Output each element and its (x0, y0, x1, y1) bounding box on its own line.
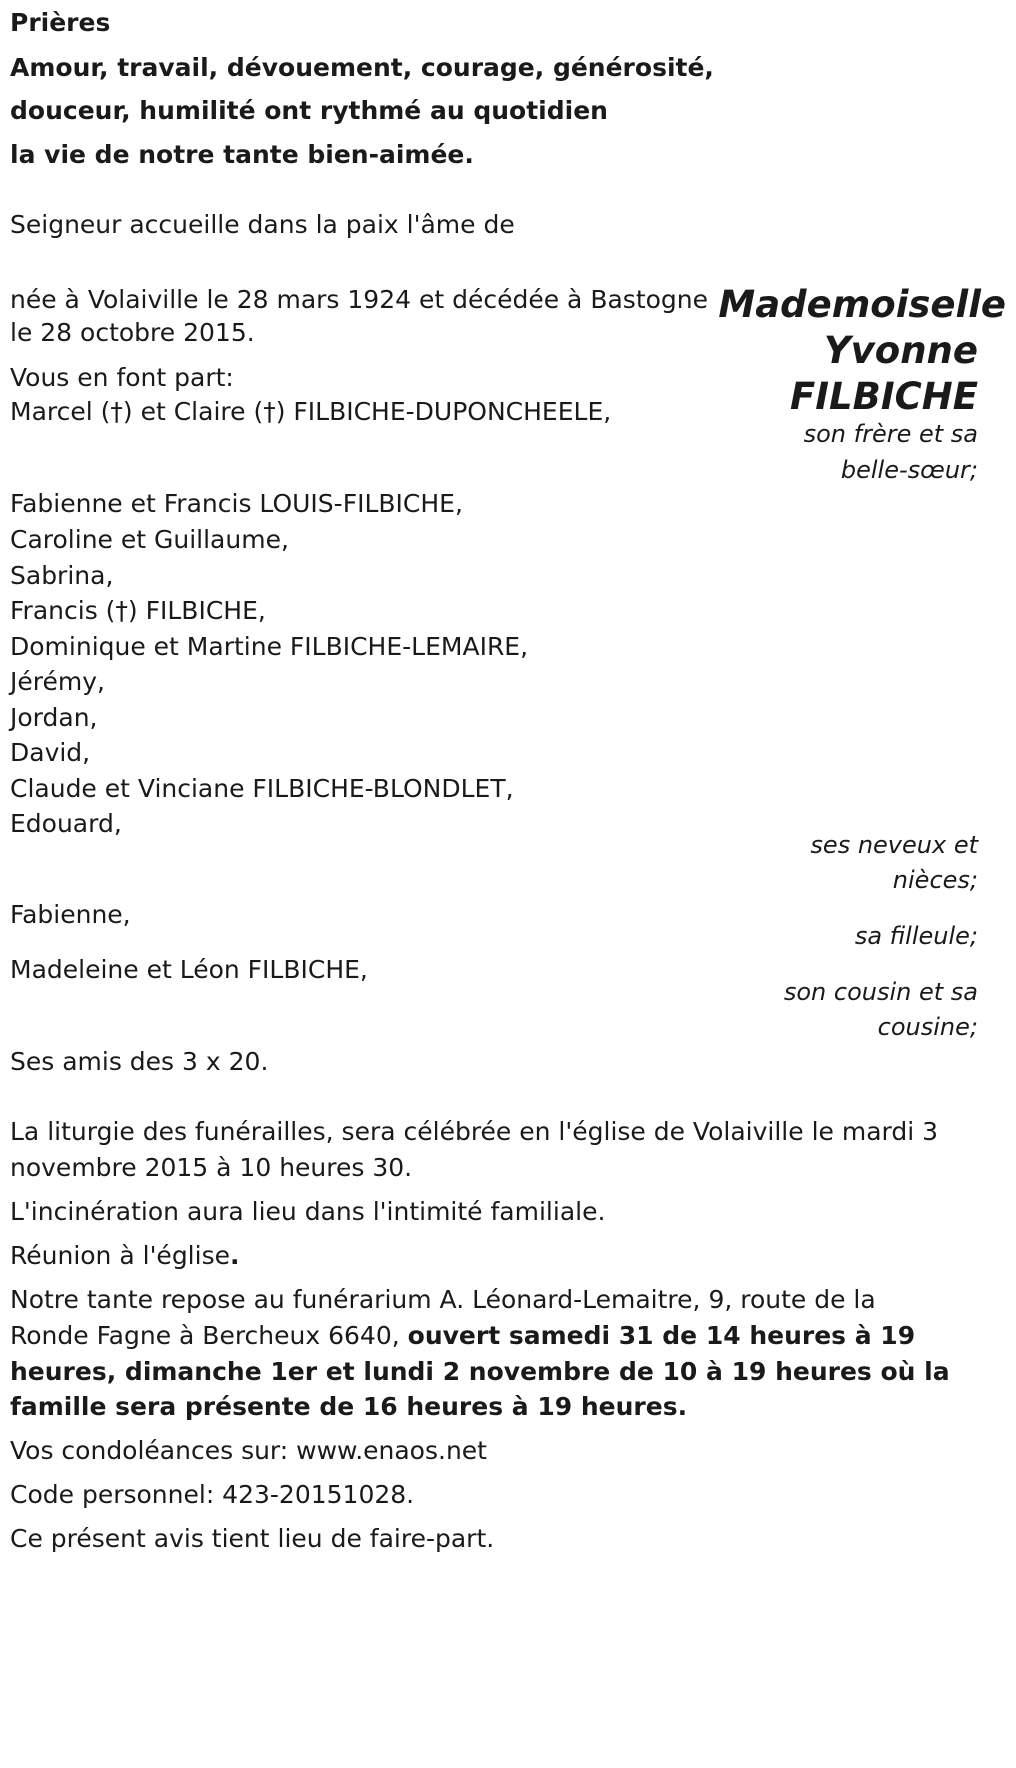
deceased-title: Mademoiselle (718, 283, 1006, 326)
nephew-item-8: David, (10, 738, 91, 767)
rest-line-2-bold: ouvert samedi 31 de 14 heures à 19 (407, 1321, 916, 1350)
nephew-item-7: Jordan, (10, 703, 98, 732)
siblings-relation-1: son frère et sa (803, 420, 978, 448)
nephew-item-2: Caroline et Guillaume, (10, 525, 289, 554)
rest-line-3: heures, dimanche 1er et lundi 2 novembre de 10 à 19 heures où la (10, 1357, 950, 1386)
prayer-line-1: Amour, travail, dévouement, courage, générosité, (10, 53, 714, 82)
meeting-text (10, 1236, 239, 1276)
rest-line-2 (10, 1316, 915, 1356)
nephew-item-1: Fabienne et Francis LOUIS-FILBICHE, (10, 489, 463, 518)
birth-death-line-1: née à Volaiville le 28 mars 1924 et décédée à Bastogne (10, 285, 709, 314)
nephew-item-5: Dominique et Martine FILBICHE-LEMAIRE, (10, 632, 529, 661)
nephews-relation-1: ses neveux et (810, 831, 978, 859)
meeting-period: . (229, 1241, 240, 1270)
siblings-relation-2: belle-sœur; (840, 456, 978, 484)
prayers-title: Prières (10, 8, 111, 37)
goddaughter-relation: sa filleule; (854, 922, 978, 950)
nephew-item-3: Sabrina, (10, 561, 114, 590)
cousins-relation-1: son cousin et sa (783, 978, 978, 1006)
rest-line-4: famille sera présente de 16 heures à 19 heures. (10, 1392, 688, 1421)
nephew-item-6: Jérémy, (10, 667, 105, 696)
nephews-relation-2: nièces; (892, 866, 978, 894)
deceased-first-name: Yvonne (823, 329, 978, 372)
nephew-item-10: Edouard, (10, 809, 122, 838)
prayer-line-2: douceur, humilité ont rythmé au quotidien (10, 96, 608, 125)
nephew-item-9: Claude et Vinciane FILBICHE-BLONDLET, (10, 774, 514, 803)
nephew-item-4: Francis (†) FILBICHE, (10, 596, 266, 625)
siblings-text: Marcel (†) et Claire (†) FILBICHE-DUPONCHEELE, (10, 397, 612, 426)
rest-line-1: Notre tante repose au funérarium A. Léonard-Lemaitre, 9, route de la (10, 1285, 876, 1314)
deceased-last-name: FILBICHE (790, 375, 978, 418)
cousins-relation-2: cousine; (877, 1013, 978, 1041)
prayer-line-3: la vie de notre tante bien-aimée. (10, 140, 474, 169)
rest-line-2-plain: Ronde Fagne à Bercheux 6640, (10, 1321, 408, 1350)
cremation-text: L'incinération aura lieu dans l'intimité familiale. (10, 1197, 606, 1226)
intro-text: Seigneur accueille dans la paix l'âme de (10, 210, 515, 239)
condolences-text: Vos condoléances sur: www.enaos.net (10, 1436, 487, 1465)
announcement-text: Vous en font part: (10, 363, 234, 392)
friends-text: Ses amis des 3 x 20. (10, 1047, 269, 1076)
birth-death-line-2: le 28 octobre 2015. (10, 318, 255, 347)
notice-text: Ce présent avis tient lieu de faire-part. (10, 1524, 495, 1553)
goddaughter-text: Fabienne, (10, 900, 131, 929)
meeting-label: Réunion à l'église (10, 1241, 230, 1270)
liturgy-line-1: La liturgie des funérailles, sera célébrée en l'église de Volaiville le mardi 3 (10, 1117, 939, 1146)
liturgy-line-2: novembre 2015 à 10 heures 30. (10, 1153, 413, 1182)
cousins-text: Madeleine et Léon FILBICHE, (10, 955, 368, 984)
code-text: Code personnel: 423-20151028. (10, 1480, 415, 1509)
